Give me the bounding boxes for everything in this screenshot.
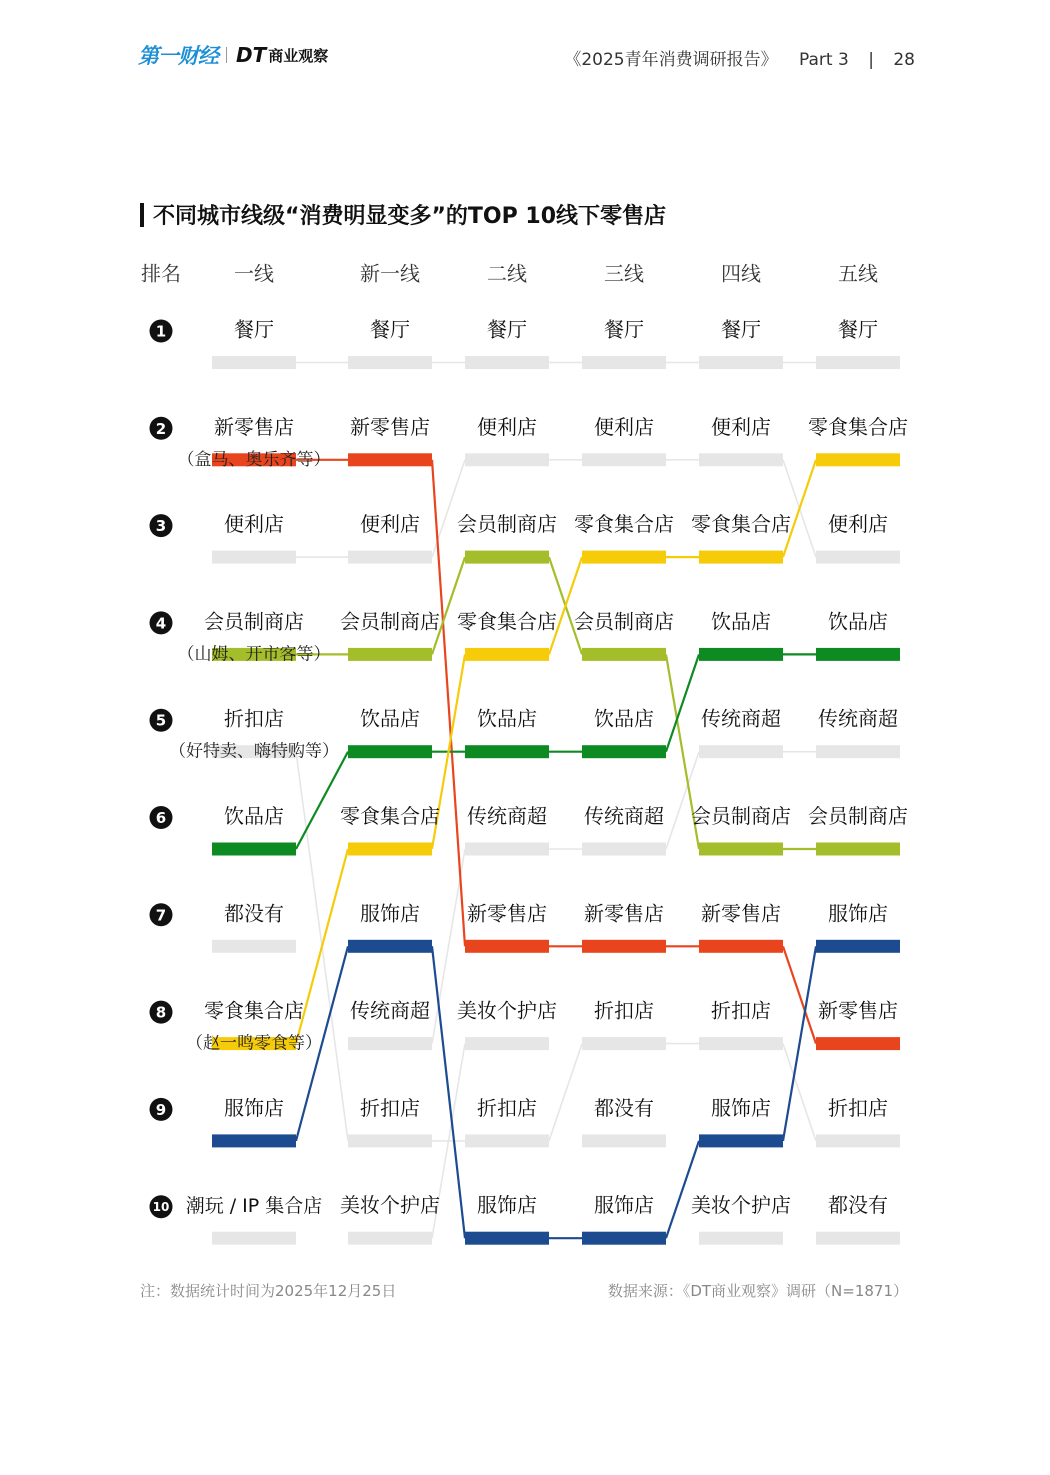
store-label: 便利店 bbox=[360, 512, 420, 537]
rank-header: 排名 bbox=[141, 261, 181, 286]
rank-bar bbox=[699, 356, 783, 369]
rank-bar bbox=[816, 843, 900, 856]
store-label: 传统商超 bbox=[818, 706, 898, 731]
rank-bar bbox=[465, 843, 549, 856]
rank-bar bbox=[465, 551, 549, 564]
rank-bar bbox=[582, 356, 666, 369]
rank-bar bbox=[348, 843, 432, 856]
column-header: 五线 bbox=[838, 261, 878, 286]
rank-bar bbox=[582, 843, 666, 856]
store-label: 美妆个护店 bbox=[340, 1193, 440, 1218]
store-label: 便利店 bbox=[594, 414, 654, 439]
column-header: 三线 bbox=[604, 261, 644, 286]
footnote: 注：数据统计时间为2025年12月25日 bbox=[140, 1282, 397, 1300]
page-number: 28 bbox=[893, 50, 915, 70]
store-label: 服饰店 bbox=[828, 901, 888, 926]
rank-bar bbox=[348, 1232, 432, 1245]
store-label: 会员制商店 bbox=[691, 804, 791, 828]
store-label: 潮玩 / IP 集合店 bbox=[185, 1195, 323, 1218]
rank-bar bbox=[816, 940, 900, 953]
rank-bar bbox=[348, 356, 432, 369]
store-label: 便利店 bbox=[477, 414, 537, 439]
rank-number: 6 bbox=[155, 809, 167, 827]
connector-line bbox=[549, 1044, 582, 1141]
store-label: 折扣店 bbox=[711, 998, 771, 1023]
store-label: 餐厅 bbox=[487, 317, 527, 342]
rank-bar bbox=[816, 1232, 900, 1245]
rank-bar bbox=[465, 356, 549, 369]
connector-line bbox=[666, 752, 699, 849]
connector-line bbox=[783, 946, 816, 1043]
store-example-note: （好特卖、嗨特购等） bbox=[169, 741, 339, 762]
rank-bar bbox=[348, 648, 432, 661]
store-label: 餐厅 bbox=[604, 317, 644, 342]
store-label: 服饰店 bbox=[477, 1193, 537, 1218]
column-header: 一线 bbox=[234, 261, 274, 286]
rank-bar bbox=[816, 648, 900, 661]
store-label: 传统商超 bbox=[701, 706, 781, 731]
store-label: 会员制商店 bbox=[340, 609, 440, 634]
rank-bar bbox=[465, 940, 549, 953]
store-label: 餐厅 bbox=[234, 317, 274, 342]
rank-bar bbox=[465, 453, 549, 466]
rank-bar bbox=[699, 551, 783, 564]
rank-bar bbox=[348, 745, 432, 758]
store-label: 都没有 bbox=[224, 901, 284, 926]
store-label: 新零售店 bbox=[214, 414, 294, 439]
rank-bar bbox=[348, 1134, 432, 1147]
logo-dt-suffix: 商业观察 bbox=[268, 46, 329, 65]
store-label: 折扣店 bbox=[224, 706, 284, 731]
rank-bar bbox=[699, 648, 783, 661]
connector-line bbox=[432, 557, 465, 654]
store-label: 餐厅 bbox=[721, 317, 761, 342]
store-label: 服饰店 bbox=[594, 1193, 654, 1218]
rank-bar bbox=[699, 745, 783, 758]
store-label: 服饰店 bbox=[360, 901, 420, 926]
store-label: 传统商超 bbox=[584, 804, 664, 828]
store-label: 餐厅 bbox=[838, 317, 878, 342]
store-label: 服饰店 bbox=[711, 1095, 771, 1120]
store-label: 饮品店 bbox=[360, 706, 420, 731]
data-source: 数据来源：《DT商业观察》调研（N=1871） bbox=[607, 1282, 908, 1300]
rank-number: 3 bbox=[155, 517, 167, 536]
chart-title: 不同城市线级“消费明显变多”的TOP 10线下零售店 bbox=[153, 204, 667, 229]
store-label: 传统商超 bbox=[350, 998, 430, 1023]
store-label: 便利店 bbox=[711, 414, 771, 439]
store-label: 传统商超 bbox=[467, 804, 547, 828]
rank-bar bbox=[699, 1232, 783, 1245]
header-divider: | bbox=[868, 50, 874, 70]
rank-bar bbox=[212, 843, 296, 856]
store-label: 零食集合店 bbox=[808, 414, 908, 439]
rank-number: 1 bbox=[155, 322, 167, 341]
store-example-note: （赵一鸣零食等） bbox=[186, 1033, 322, 1054]
store-label: 会员制商店 bbox=[808, 804, 908, 828]
store-label: 折扣店 bbox=[360, 1095, 420, 1120]
rank-bar bbox=[582, 745, 666, 758]
rank-number: 8 bbox=[155, 1003, 167, 1022]
rank-bar bbox=[348, 453, 432, 466]
rank-bar bbox=[582, 648, 666, 661]
rank-bar bbox=[465, 1232, 549, 1245]
store-label: 服饰店 bbox=[224, 1095, 284, 1120]
store-example-note: （山姆、开市客等） bbox=[177, 644, 331, 665]
store-label: 新零售店 bbox=[818, 998, 898, 1023]
rank-number: 2 bbox=[155, 419, 167, 438]
rank-bar bbox=[816, 1134, 900, 1147]
store-label: 零食集合店 bbox=[457, 609, 557, 634]
store-label: 新零售店 bbox=[701, 901, 781, 926]
column-header: 新一线 bbox=[360, 261, 420, 286]
store-label: 会员制商店 bbox=[574, 609, 674, 634]
rank-bar bbox=[465, 745, 549, 758]
connector-line bbox=[783, 1044, 816, 1141]
connector-line bbox=[666, 654, 699, 751]
rank-bar bbox=[699, 843, 783, 856]
rank-bar bbox=[465, 1134, 549, 1147]
rank-bar bbox=[816, 745, 900, 758]
connector-line bbox=[666, 1141, 699, 1238]
rank-bar bbox=[582, 1134, 666, 1147]
rank-bar bbox=[582, 1232, 666, 1245]
rank-bar bbox=[212, 356, 296, 369]
rank-bar bbox=[582, 940, 666, 953]
rank-bar bbox=[816, 551, 900, 564]
rank-bar bbox=[348, 940, 432, 953]
store-label: 折扣店 bbox=[477, 1095, 537, 1120]
rank-bar bbox=[465, 648, 549, 661]
rank-bar bbox=[348, 551, 432, 564]
store-label: 会员制商店 bbox=[457, 512, 557, 537]
rank-bar bbox=[699, 940, 783, 953]
store-label: 会员制商店 bbox=[204, 609, 304, 634]
store-label: 新零售店 bbox=[584, 901, 664, 926]
logo-yicai: 第一财经 bbox=[138, 44, 218, 68]
rank-bar bbox=[582, 1037, 666, 1050]
store-label: 都没有 bbox=[594, 1095, 654, 1120]
rank-bar bbox=[212, 1134, 296, 1147]
rank-bar bbox=[816, 356, 900, 369]
store-label: 餐厅 bbox=[370, 317, 410, 342]
store-label: 新零售店 bbox=[467, 901, 547, 926]
logo-dt: DT bbox=[236, 43, 267, 67]
rank-bar bbox=[816, 453, 900, 466]
column-header: 四线 bbox=[721, 261, 761, 286]
rank-number: 10 bbox=[152, 1200, 170, 1215]
column-header: 二线 bbox=[487, 261, 527, 286]
store-label: 美妆个护店 bbox=[691, 1193, 791, 1218]
part-label: Part 3 bbox=[799, 50, 849, 70]
store-label: 饮品店 bbox=[711, 609, 771, 634]
store-label: 饮品店 bbox=[828, 609, 888, 634]
store-label: 便利店 bbox=[224, 512, 284, 537]
rank-bar bbox=[699, 1134, 783, 1147]
rank-bar bbox=[582, 453, 666, 466]
rank-bar bbox=[816, 1037, 900, 1050]
rank-bar bbox=[212, 1232, 296, 1245]
rank-number: 5 bbox=[155, 711, 167, 730]
store-label: 零食集合店 bbox=[574, 512, 674, 537]
store-label: 便利店 bbox=[828, 512, 888, 537]
store-label: 饮品店 bbox=[477, 706, 537, 731]
store-label: 都没有 bbox=[828, 1193, 888, 1218]
rank-number: 7 bbox=[155, 906, 167, 925]
store-label: 新零售店 bbox=[350, 414, 430, 439]
rank-bar bbox=[212, 940, 296, 953]
store-label: 折扣店 bbox=[828, 1095, 888, 1120]
store-label: 饮品店 bbox=[224, 804, 284, 828]
store-label: 零食集合店 bbox=[204, 998, 304, 1023]
rank-bar bbox=[699, 453, 783, 466]
rank-bar bbox=[582, 551, 666, 564]
store-label: 零食集合店 bbox=[691, 512, 791, 537]
rank-bar bbox=[212, 551, 296, 564]
store-label: 零食集合店 bbox=[340, 804, 440, 828]
rank-bar bbox=[465, 1037, 549, 1050]
store-label: 折扣店 bbox=[594, 998, 654, 1023]
store-label: 美妆个护店 bbox=[457, 998, 557, 1023]
connector-line bbox=[783, 946, 816, 1141]
rank-bar bbox=[699, 1037, 783, 1050]
store-example-note: （盒马、奥乐齐等） bbox=[177, 449, 331, 470]
report-title: 《2025青年消费调研报告》 bbox=[564, 50, 778, 70]
rank-number: 9 bbox=[155, 1100, 167, 1119]
rank-bar bbox=[348, 1037, 432, 1050]
store-label: 饮品店 bbox=[594, 706, 654, 731]
connector-line bbox=[296, 752, 348, 849]
rank-number: 4 bbox=[155, 614, 167, 633]
